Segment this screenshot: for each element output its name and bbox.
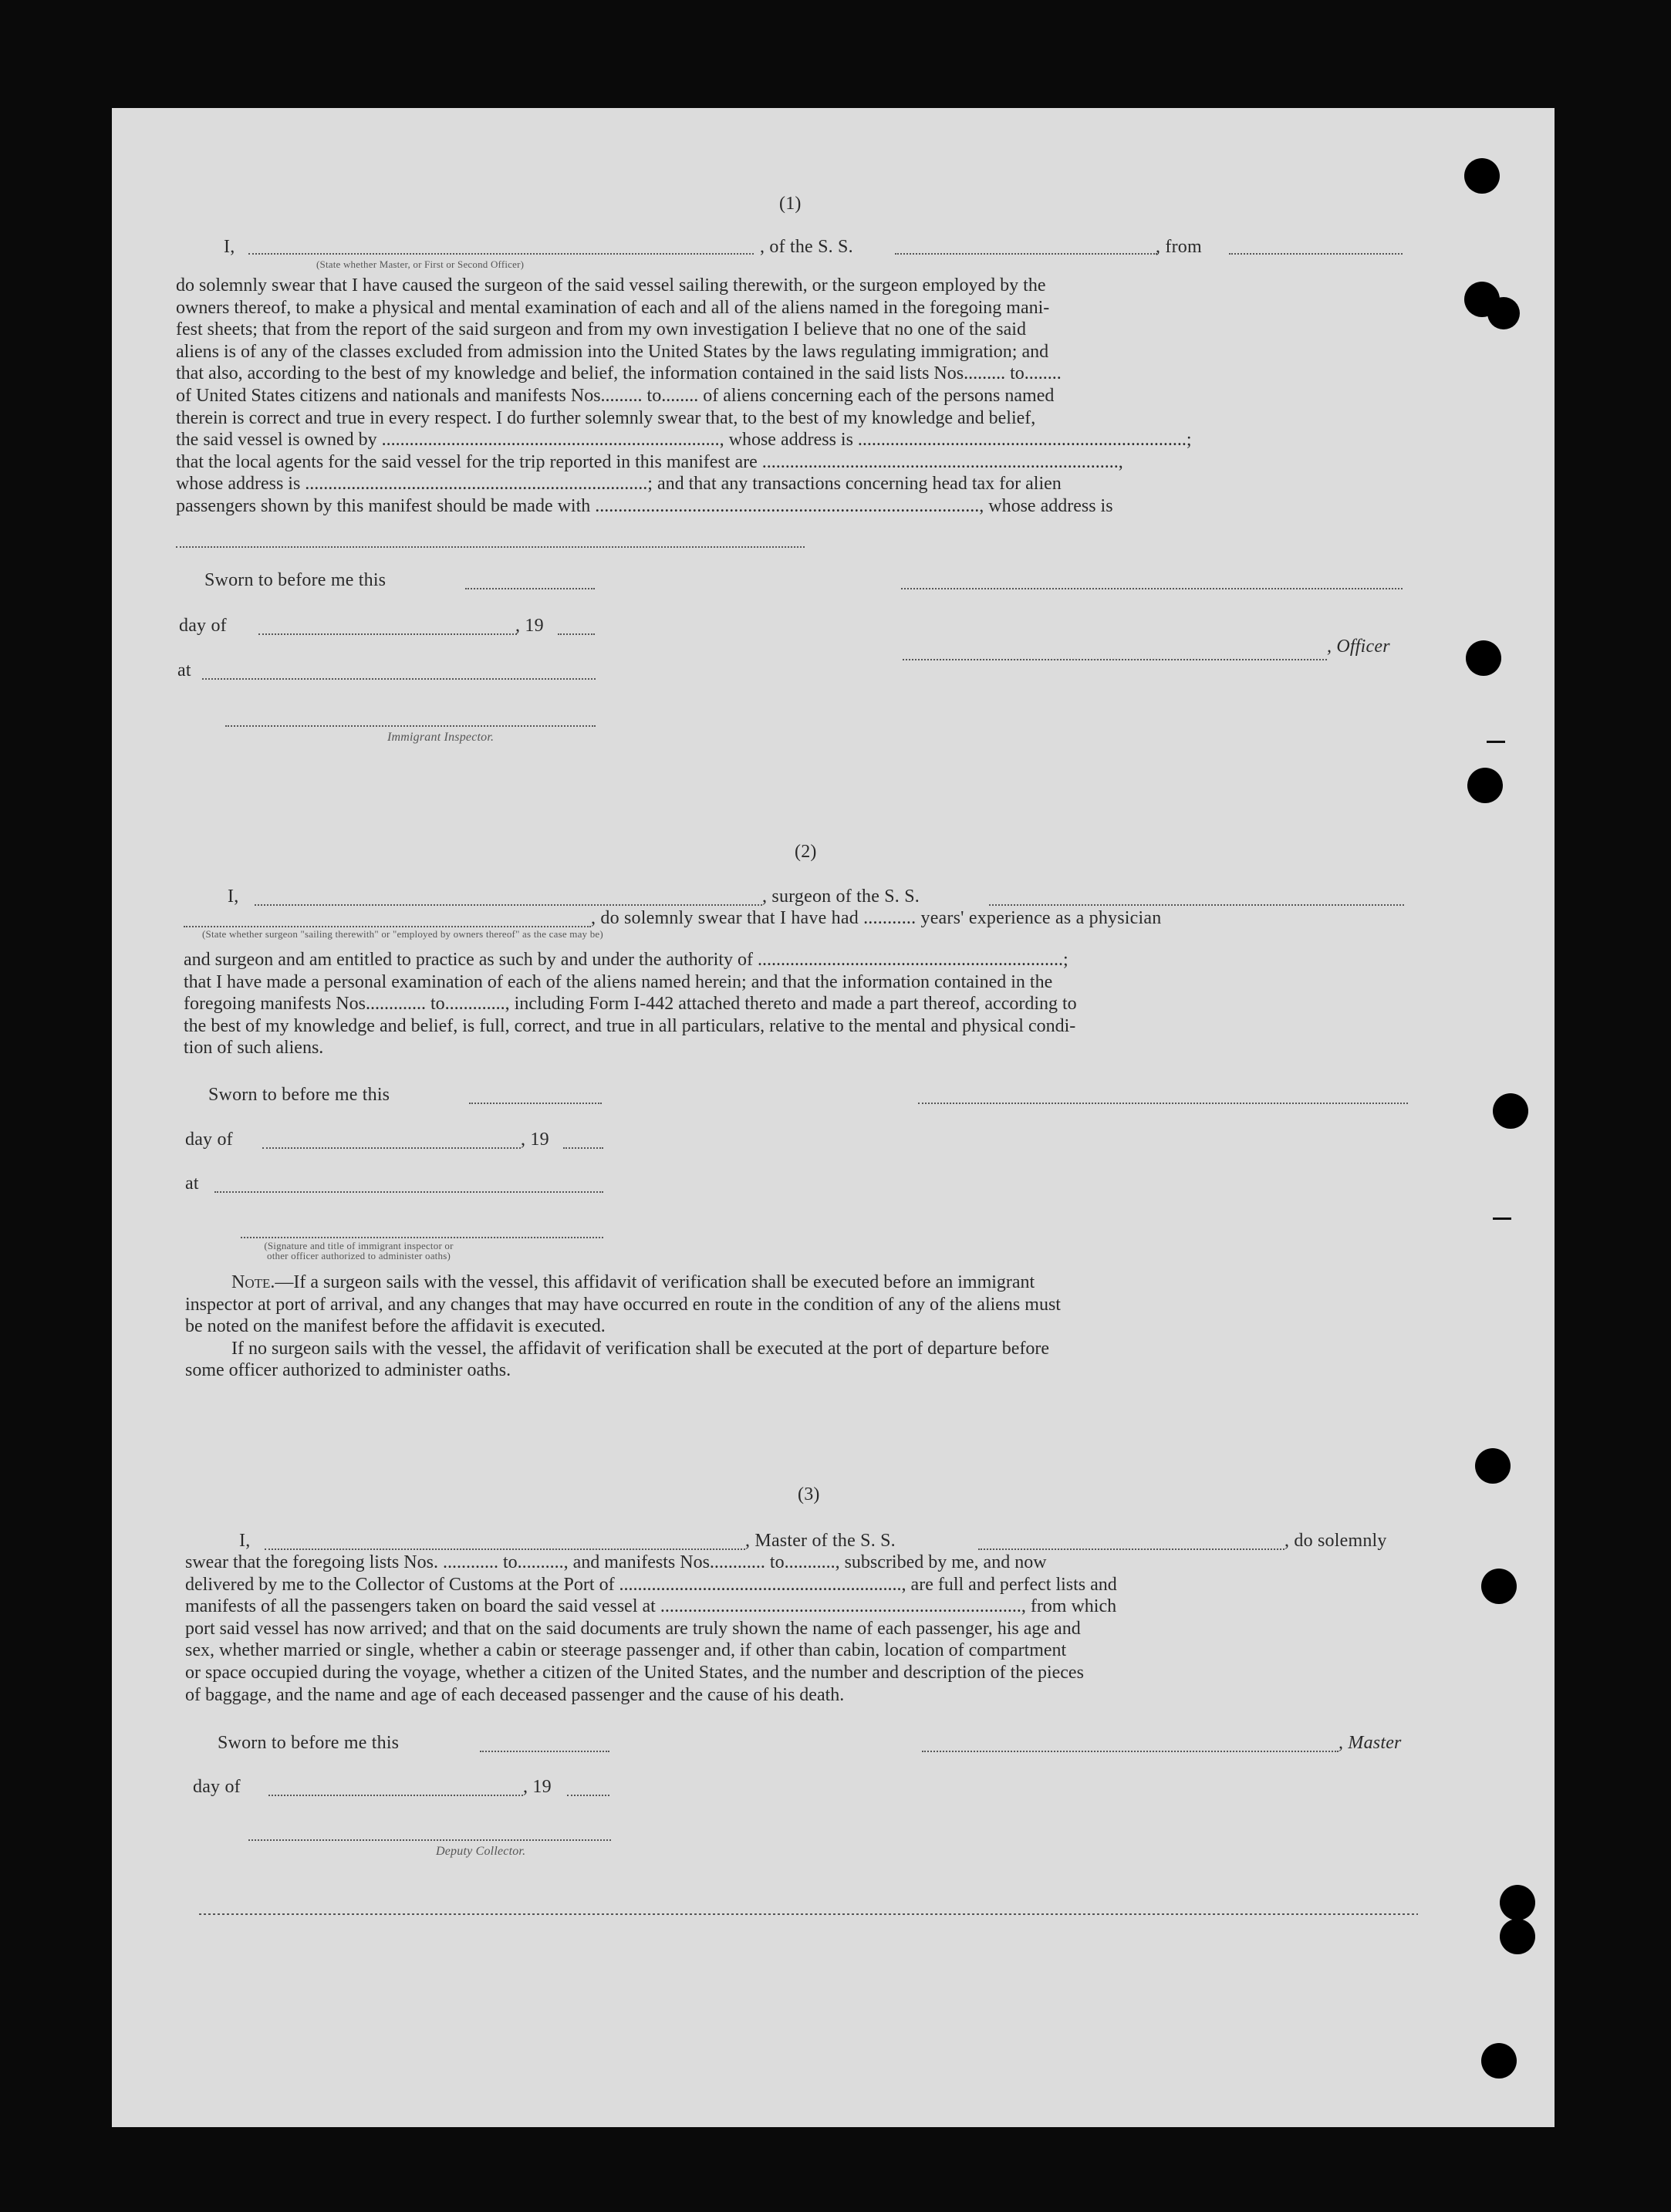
s1-sworn: Sworn to before me this xyxy=(204,570,387,590)
s3-master-of: , Master of the S. S. xyxy=(745,1531,896,1551)
section-2-number: (2) xyxy=(795,842,817,862)
s2-surgeon-of: , surgeon of the S. S. xyxy=(762,886,920,907)
s1-address-field[interactable] xyxy=(176,534,805,548)
s2-status-field[interactable] xyxy=(184,914,591,927)
s1-signature-line-top[interactable] xyxy=(901,576,1403,589)
s2-officer-signature[interactable] xyxy=(241,1224,603,1238)
s2-year-field[interactable] xyxy=(563,1135,603,1149)
s1-i: I, xyxy=(224,237,235,257)
s3-vessel-field[interactable] xyxy=(978,1536,1284,1550)
s2-sworn-date-field[interactable] xyxy=(469,1090,602,1104)
s1-para-line: that also, according to the best of my knowledge and belief, the information contained in the said lists Nos......... to........ xyxy=(176,363,1062,384)
s1-para-line: whose address is ..........................................................................; and that any transactions concerning head tax for alien xyxy=(176,474,1062,495)
s2-day-of: day of xyxy=(185,1130,233,1150)
punch-hole xyxy=(1467,768,1503,803)
s3-para-line: sex, whether married or single, whether a cabin or steerage passenger and, if other than cabin, location of compartment xyxy=(185,1640,1067,1661)
punch-hole xyxy=(1487,297,1520,329)
s3-para-line: manifests of all the passengers taken on board the said vessel at .............................................................................., from which xyxy=(185,1596,1117,1617)
s1-inspector-label: Immigrant Inspector. xyxy=(387,731,495,744)
s3-affidavit-text xyxy=(185,1552,1117,1706)
s2-para-line: and surgeon and am entitled to practice as such by and under the authority of ..................................................................; xyxy=(184,950,1068,970)
s3-day-field[interactable] xyxy=(268,1782,523,1796)
s1-of-ss: , of the S. S. xyxy=(760,237,853,257)
punch-hole xyxy=(1493,1093,1528,1129)
s2-affidavit-text xyxy=(184,949,1077,1059)
s2-signature-note-2: other officer authorized to administer oaths) xyxy=(267,1250,451,1261)
s2-para-line: the best of my knowledge and belief, is full, correct, and true in all particulars, relative to the mental and physical condi- xyxy=(184,1015,1076,1036)
s1-name-field[interactable] xyxy=(248,241,754,255)
section-3-number: (3) xyxy=(798,1484,820,1504)
s1-from-field[interactable] xyxy=(1229,241,1403,255)
s1-para-line: fest sheets; that from the report of the said surgeon and from my own investigation I believe that no one of the said xyxy=(176,319,1026,340)
s1-officer-signature[interactable] xyxy=(903,647,1327,660)
s2-note-line: —If a surgeon sails with the vessel, this affidavit of verification shall be executed before an immigrant xyxy=(275,1272,1035,1292)
s1-inspector-signature[interactable] xyxy=(225,713,596,727)
s2-note-line: If no surgeon sails with the vessel, the affidavit of verification shall be executed at the port of departure before xyxy=(231,1338,1050,1359)
s3-do-solemnly: , do solemnly xyxy=(1284,1531,1387,1551)
s2-surgeon-signature[interactable] xyxy=(918,1090,1408,1104)
margin-mark xyxy=(1493,1217,1511,1220)
punch-hole xyxy=(1475,1448,1511,1484)
s3-day-of: day of xyxy=(193,1777,241,1797)
punch-hole xyxy=(1464,158,1500,194)
s2-note-label: Note. xyxy=(231,1272,275,1292)
s1-para-line: of United States citizens and nationals and manifests Nos......... to........ of aliens concerning each of the persons named xyxy=(176,385,1055,406)
s3-collector-label: Deputy Collector. xyxy=(436,1845,526,1858)
s2-at-field[interactable] xyxy=(214,1179,603,1193)
s2-vessel-field[interactable] xyxy=(989,892,1404,906)
margin-mark xyxy=(1487,741,1505,743)
s3-year-field[interactable] xyxy=(567,1782,609,1796)
s2-surgeon-note: (State whether surgeon "sailing therewith" or "employed by owners thereof" as the case may be) xyxy=(202,928,603,940)
s2-note-line: be noted on the manifest before the affidavit is executed. xyxy=(185,1316,606,1337)
s2-signature-note-1: (Signature and title of immigrant inspector or xyxy=(264,1240,454,1251)
s1-officer-label: , Officer xyxy=(1327,637,1390,657)
s2-day-field[interactable] xyxy=(262,1135,521,1149)
s2-at: at xyxy=(185,1174,199,1194)
s3-master-label: , Master xyxy=(1338,1733,1402,1753)
s1-para-line: owners thereof, to make a physical and mental examination of each and all of the aliens named in the foregoing mani- xyxy=(176,297,1050,318)
s3-para-line: or space occupied during the voyage, whether a citizen of the United States, and the number and description of the pieces xyxy=(185,1662,1084,1683)
s3-para-line: delivered by me to the Collector of Customs at the Port of ............................................................., are full and perfect lists and xyxy=(185,1574,1117,1595)
s2-year: , 19 xyxy=(521,1130,549,1150)
s1-sworn-date-field[interactable] xyxy=(465,576,595,589)
s2-note-line-1 xyxy=(185,1271,1061,1294)
punch-hole xyxy=(1500,1919,1535,1954)
s2-experience-line: , do solemnly swear that I have had ........... years' experience as a physician xyxy=(591,908,1162,928)
s1-para-line: that the local agents for the said vessel for the trip reported in this manifest are ............................................................................., xyxy=(176,451,1123,472)
s3-para-line: port said vessel has now arrived; and that on the said documents are truly shown the name of each passenger, his age and xyxy=(185,1618,1081,1639)
s3-para-line: swear that the foregoing lists Nos. ............ to.........., and manifests Nos............ to..........., subscribed by me, and now xyxy=(185,1552,1047,1572)
s1-day-of: day of xyxy=(179,616,227,636)
s1-para-line: aliens is of any of the classes excluded from admission into the United States by the laws regulating immigration; and xyxy=(176,341,1049,362)
section-1-number: (1) xyxy=(779,194,802,214)
s3-name-field[interactable] xyxy=(265,1536,745,1550)
s1-officer-note: (State whether Master, or First or Second Officer) xyxy=(316,258,525,270)
s2-para-line: tion of such aliens. xyxy=(184,1038,324,1059)
s1-year-field[interactable] xyxy=(558,621,595,635)
s3-para-line: of baggage, and the name and age of each deceased passenger and the cause of his death. xyxy=(185,1684,845,1705)
s2-note-line: inspector at port of arrival, and any changes that may have occurred en route in the condition of any of the aliens must xyxy=(185,1294,1061,1315)
punch-hole xyxy=(1500,1885,1535,1920)
s1-from: , from xyxy=(1156,237,1202,257)
s1-vessel-field[interactable] xyxy=(895,241,1157,255)
s1-affidavit-text xyxy=(176,275,1192,518)
s1-para-line: passengers shown by this manifest should be made with ..................................................................................., whose address is xyxy=(176,495,1113,516)
s2-sworn: Sworn to before me this xyxy=(208,1085,390,1105)
s2-note-text xyxy=(185,1271,1061,1382)
s2-note-line: some officer authorized to administer oaths. xyxy=(185,1360,511,1381)
bottom-rule xyxy=(199,1913,1418,1915)
punch-hole xyxy=(1466,640,1501,676)
s2-name-field[interactable] xyxy=(255,892,762,906)
s3-sworn-date-field[interactable] xyxy=(480,1738,609,1752)
s1-day-field[interactable] xyxy=(258,621,517,635)
s2-para-line: foregoing manifests Nos............. to............., including Form I-442 attached thereto and made a part thereof, according to xyxy=(184,994,1077,1015)
punch-hole xyxy=(1481,1569,1517,1604)
s3-master-signature[interactable] xyxy=(922,1738,1338,1752)
s2-para-line: that I have made a personal examination of each of the aliens named herein; and that the information contained in the xyxy=(184,971,1053,992)
s1-at-field[interactable] xyxy=(202,666,596,680)
s3-collector-signature[interactable] xyxy=(248,1827,611,1841)
s1-year: , 19 xyxy=(515,616,544,636)
s2-i: I, xyxy=(228,886,239,907)
s3-year: , 19 xyxy=(523,1777,552,1797)
s1-para-line: therein is correct and true in every respect. I do further solemnly swear that, to the best of my knowledge and belief, xyxy=(176,407,1036,428)
s3-sworn: Sworn to before me this xyxy=(218,1733,400,1753)
s1-para-line: the said vessel is owned by ........................................................................., whose address is .......................................................................; xyxy=(176,430,1192,451)
s1-at: at xyxy=(177,660,191,680)
punch-hole xyxy=(1481,2043,1517,2079)
s3-i: I, xyxy=(239,1531,251,1551)
s1-para-line: do solemnly swear that I have caused the surgeon of the said vessel sailing therewith, or the surgeon employed by the xyxy=(176,275,1046,295)
